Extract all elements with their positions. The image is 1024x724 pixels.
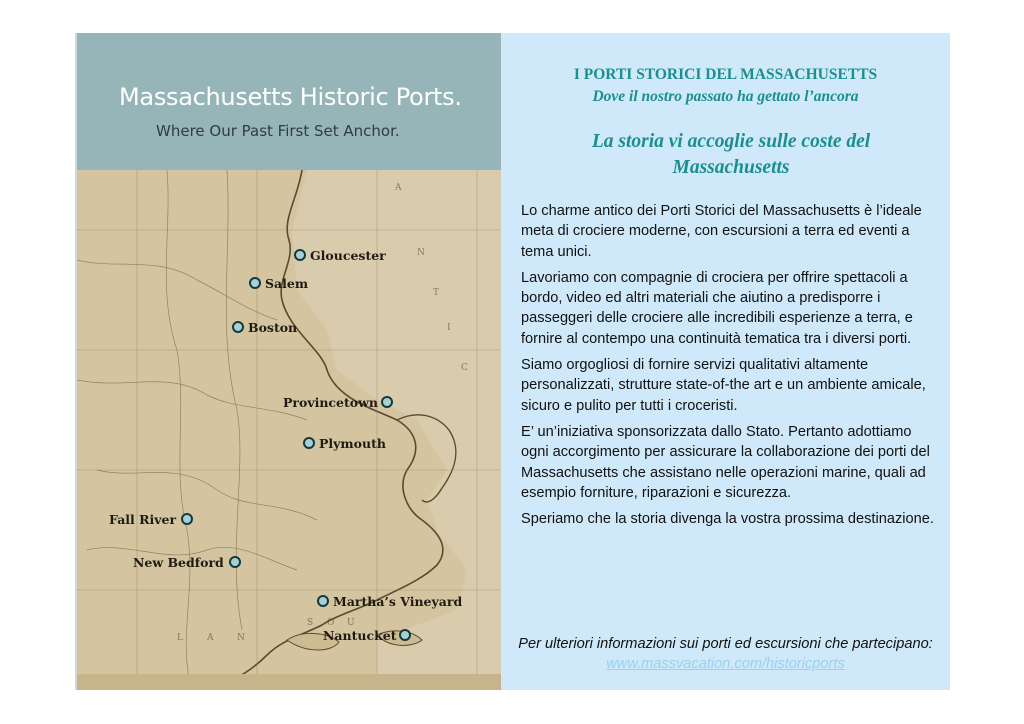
svg-text:C: C: [461, 363, 468, 373]
brochure-page: [75, 33, 950, 690]
body-paragraph: Lavoriamo con compagnie di crociera per offrire spettacoli a bordo, video ed altri materiali che aiutino a predisporre i passeggeri delle crociere alle incredibili esperienze a terra, e fornire al contempo una continuità tematica tra i diversi porti.: [521, 269, 913, 347]
map-subtitle: Where Our Past First Set Anchor.: [156, 122, 400, 140]
panel-body: [521, 201, 941, 535]
contact-info: [501, 634, 950, 674]
svg-text:A: A: [207, 633, 214, 643]
svg-text:T: T: [433, 288, 440, 298]
port-marker-provincetown[interactable]: [283, 395, 395, 411]
port-label: Boston: [248, 320, 298, 335]
panel-lead: La storia vi accoglie sulle coste del Massachusetts: [591, 131, 871, 178]
svg-text:O: O: [327, 618, 335, 628]
map-title: Massachusetts Historic Ports.: [119, 83, 462, 111]
port-label: Provincetown: [283, 395, 378, 410]
port-dot-icon: [303, 437, 315, 449]
map-panel: [75, 33, 501, 690]
map-illustration: [77, 170, 501, 690]
port-dot-icon: [181, 513, 193, 525]
contact-link[interactable]: www.massvacation.com/historicports: [606, 656, 845, 672]
port-label: Martha’s Vineyard: [333, 594, 463, 609]
svg-text:L: L: [177, 633, 183, 643]
port-dot-icon: [381, 396, 393, 408]
port-dot-icon: [249, 277, 261, 289]
port-dot-icon: [399, 629, 411, 641]
port-dot-icon: [229, 556, 241, 568]
port-label: Fall River: [109, 512, 177, 527]
panel-tagline: Dove il nostro passato ha gettato l’ancora: [592, 88, 859, 105]
panel-heading: I PORTI STORICI DEL MASSACHUSETTS: [573, 66, 878, 83]
port-label: New Bedford: [133, 555, 224, 570]
svg-text:A: A: [395, 183, 402, 193]
port-marker-new-bedford[interactable]: [133, 555, 245, 571]
svg-text:U: U: [347, 618, 355, 628]
port-label: Gloucester: [310, 248, 386, 263]
map-header: [77, 33, 501, 170]
port-marker-fall-river[interactable]: [109, 512, 199, 528]
antique-map: [77, 170, 501, 690]
svg-text:I: I: [447, 323, 451, 333]
body-paragraph: Siamo orgogliosi di fornire servizi qualitativi altamente personalizzati, strutture state-of-the art e un ambiente amicale, sicuro e pulito per tutti i croceristi.: [521, 357, 926, 414]
port-dot-icon: [294, 249, 306, 261]
text-panel: [501, 33, 950, 690]
body-paragraph: Speriamo che la storia divenga la vostra prossima destinazione.: [521, 511, 934, 528]
svg-text:S: S: [307, 618, 314, 628]
body-paragraph: Lo charme antico dei Porti Storici del Massachusetts è l’ideale meta di crociere moderne, con escursioni a terra ed eventi a tema unici.: [521, 203, 922, 260]
port-label: Plymouth: [319, 436, 386, 451]
port-label: Nantucket: [323, 628, 397, 643]
port-dot-icon: [317, 595, 329, 607]
svg-text:N: N: [237, 633, 245, 643]
svg-text:N: N: [417, 248, 425, 258]
port-dot-icon: [232, 321, 244, 333]
port-label: Salem: [265, 276, 309, 291]
body-paragraph: E’ un’iniziativa sponsorizzata dallo Stato. Pertanto adottiamo ogni accorgimento per assicurare la collaborazione dei porti del Massachusetts che assistano nelle operazioni marine, quali ad esempio forniture, riparazioni e sicurezza.: [521, 423, 930, 501]
contact-text: Per ulteriori informazioni sui porti ed escursioni che partecipano:: [518, 636, 933, 652]
port-marker-nantucket[interactable]: [323, 628, 415, 644]
